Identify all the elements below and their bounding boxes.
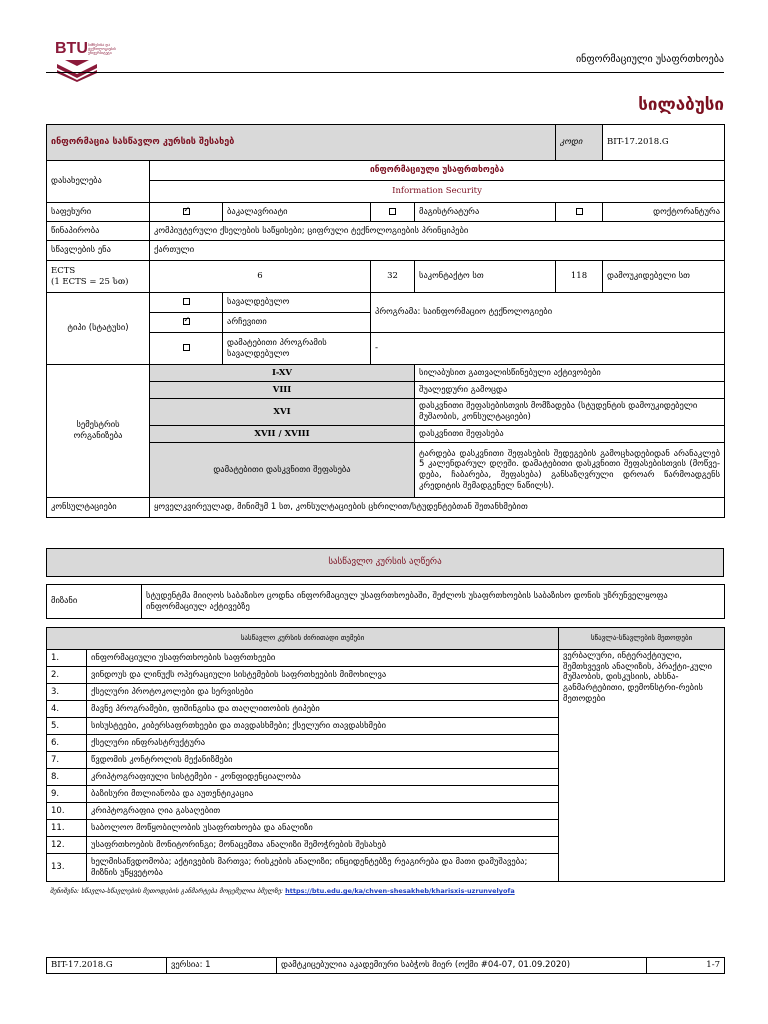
info-section-header: [47, 125, 556, 161]
weeks-4: XVII / XVIII: [150, 426, 415, 443]
weeks-2: VIII: [150, 382, 415, 399]
code-label: კოდი: [556, 125, 603, 161]
ects-label-cell: [47, 261, 150, 293]
level-bachelor-checkbox[interactable]: [150, 203, 223, 222]
topic-number: 10.: [47, 803, 87, 820]
weeks-3-desc: დასკვნითი შეფასებისთვის მომზადება (სტუდენტის დამოუკიდებელი მუშაობის, კონსულტაციები): [415, 399, 725, 426]
topic-text: სისუსტეები, კიბერსაფრთხეები და თავდასხმები; ქსელური თავდასხმები: [87, 718, 559, 735]
description-section-label: სასწავლო კურსის აღწერა: [328, 557, 442, 567]
prereq-label: წინაპირობა: [47, 222, 150, 241]
topics-header: სასწავლო კურსის ძირითადი თემები: [47, 628, 559, 650]
topic-number: 12.: [47, 837, 87, 854]
methods-header: სწავლა-სწავლების მეთოდები: [559, 628, 725, 650]
topic-text: ინფორმაციული უსაფრთხოების საფრთხეები: [87, 650, 559, 667]
lang-label: სწავლების ენა: [47, 241, 150, 261]
consult-label: კონსულტაციები: [47, 498, 150, 518]
type-mandatory-checkbox[interactable]: [150, 293, 223, 313]
topic-text: უსაფრთხოების მონიტორინგი; მონაცემთა ანალიზი შემოჭრების შესახებ: [87, 837, 559, 854]
checkbox-checked-icon: [183, 208, 190, 215]
prereq-value: კომპიუტერული ქსელების საწყისები; ციფრული ტექნოლოგიების პრინციპები: [150, 222, 725, 241]
type-label: ტიპი (სტატუსი): [47, 293, 150, 365]
type-additional-checkbox[interactable]: [150, 333, 223, 365]
logo-small-text: ბიზნესისა და ტექნოლოგიების უნივერსიტეტი: [88, 43, 116, 56]
weeks-3: XVI: [150, 399, 415, 426]
topic-text: ბაზისური მთლიანობა და აუთენტიკაცია: [87, 786, 559, 803]
methods-note: [50, 887, 720, 895]
checkbox-checked-icon: [183, 318, 190, 325]
topic-text: ვინდოუს და ლინუქს ოპერაციული სისტემების საფრთხეების მიმოხილვა: [87, 667, 559, 684]
footer-code: BIT-17.2018.G: [47, 958, 167, 974]
name-ka: ინფორმაციული უსაფრთხოება: [150, 161, 725, 181]
level-master-label: მაგისტრატურა: [415, 203, 556, 222]
topic-text: ქსელური პროტოკოლები და სერვისები: [87, 684, 559, 701]
footer-table: [46, 957, 725, 974]
ects-label: ECTS: [51, 265, 76, 276]
program-text: პროგრამა: საინფორმაციო ტექნოლოგიები: [371, 293, 725, 333]
checkbox-empty-icon: [389, 208, 396, 215]
info-section-label: ინფორმაცია სასწავლო კურსის შესახებ: [51, 136, 235, 147]
methods-text: ვერბალური, ინტერაქტიული, შემთხვევის ანალიზის, პრაქტი-კული მუშაობის, დისკუსიის, ახსნა-განმარტებითი, დემონსტრი-რების მეთოდები: [559, 650, 725, 882]
checkbox-empty-icon: [183, 298, 190, 305]
topic-number: 1.: [47, 650, 87, 667]
level-bachelor-label: ბაკალავრიატი: [223, 203, 371, 222]
ects-note: (1 ECTS = 25 სთ): [51, 276, 129, 287]
name-label: დასახელება: [47, 161, 150, 203]
ects-value: 6: [150, 261, 371, 293]
independent-hours: 118: [556, 261, 603, 293]
consult-value: ყოველკვირეულად, მინიმუმ 1 სთ, კონსულტაციების ცხრილით/სტუდენტებთან შეთანხმებით: [150, 498, 725, 518]
topic-text: ქსელური ინფრასტრუქტურა: [87, 735, 559, 752]
topic-text: მავნე პროგრამები, ფიშინგისა და თაღლითობის ტიპები: [87, 701, 559, 718]
footer-page: 1-7: [647, 958, 725, 974]
topic-number: 13.: [47, 854, 87, 882]
topic-text: კრიპტოგრაფიული სისტემები - კონფიდენციალობა: [87, 769, 559, 786]
topic-number: 8.: [47, 769, 87, 786]
topic-text: წვდომის კონტროლის მექანიზმები: [87, 752, 559, 769]
page-title: სილაბუსი: [638, 95, 724, 115]
independent-label: დამოუკიდებელი სთ: [603, 261, 725, 293]
program-dash: -: [371, 333, 725, 365]
topic-number: 11.: [47, 820, 87, 837]
goal-table: [46, 584, 725, 619]
topic-number: 3.: [47, 684, 87, 701]
topic-number: 6.: [47, 735, 87, 752]
header-rule: [46, 72, 724, 73]
type-additional-label: დამატებითი პროგრამის სავალდებულო: [223, 333, 371, 365]
topics-table: [46, 627, 725, 882]
logo-text: BTU: [55, 40, 88, 57]
footer-approved: დამტკიცებულია აკადემიური საბჭოს მიერ (ოქმი #04-07, 01.09.2020): [277, 958, 647, 974]
note-label: შენიშვნა:: [50, 887, 80, 895]
topic-number: 4.: [47, 701, 87, 718]
type-mandatory-label: სავალდებულო: [223, 293, 371, 313]
goal-value: სტუდენტმა მიიღოს საბაზისო ცოდნა ინფორმაციულ უსაფრთხოებაში, შეძლოს უსაფრთხოების საბაზისო დონის უზრუნველყოფა ინფორმაციულ აქტივებზე: [142, 585, 725, 619]
contact-hours: 32: [371, 261, 415, 293]
weeks-1-desc: სილაბუსით გათვალისწინებული აქტივობები: [415, 365, 725, 382]
additional-exam-desc: ტარდება დასკვნითი შეფასების შედეგების გამოცხადებიდან არანაკლებ 5 კალენდარულ დღეში. დამატებითი დასკვნითი შეფასებისთვის (მოწვე-დება, ჩაბარება, შეფასება) განსაზღვრული დროარ წარმოადგენს კრედიტის შემადგენელ ნაწილს).: [415, 443, 725, 498]
header-course-name: ინფორმაციული უსაფრთხოება: [575, 54, 724, 65]
checkbox-empty-icon: [183, 344, 190, 351]
topic-number: 5.: [47, 718, 87, 735]
logo: [55, 40, 135, 86]
additional-exam-label: დამატებითი დასკვნითი შეფასება: [150, 443, 415, 498]
topic-number: 9.: [47, 786, 87, 803]
code-value: BIT-17.2018.G: [603, 125, 725, 161]
topic-text: კრიპტოგრაფია ღია გასაღებით: [87, 803, 559, 820]
level-label: საფეხური: [47, 203, 150, 222]
logo-emblem-icon: [57, 60, 97, 82]
name-en: Information Security: [150, 181, 725, 203]
checkbox-empty-icon: [576, 208, 583, 215]
weeks-2-desc: შუალედური გამოცდა: [415, 382, 725, 399]
goal-label: მიზანი: [47, 585, 142, 619]
weeks-1: I-XV: [150, 365, 415, 382]
level-doctor-label: დოქტორანტურა: [603, 203, 725, 222]
semester-label: სემესტრის ორგანიზება: [47, 365, 150, 498]
note-text: სწავლა-სწავლების მეთოდების განმარტება მოცემულია ბმულზე:: [81, 887, 284, 895]
note-link[interactable]: https://btu.edu.ge/ka/chven-shesakheb/kharisxis-uzrunvelyofa: [285, 887, 515, 895]
topic-number: 2.: [47, 667, 87, 684]
weeks-4-desc: დასკვნითი შეფასება: [415, 426, 725, 443]
contact-label: საკონტაქტო სთ: [415, 261, 556, 293]
topic-row: [47, 650, 725, 667]
course-info-table: [46, 124, 725, 518]
topic-text: საბოლოო მოწყობილობის უსაფრთხოება და ანალიზი: [87, 820, 559, 837]
type-elective-checkbox[interactable]: [150, 313, 223, 333]
level-doctor-checkbox[interactable]: [556, 203, 603, 222]
lang-value: ქართული: [150, 241, 725, 261]
type-elective-label: არჩევითი: [223, 313, 371, 333]
topic-text: ხელმისაწვდომობა; აქტივების მართვა; რისკების ანალიზი; ინციდენტებზე რეაგირება და მათი დამუშავება; მიზნის უწყვეტობა: [87, 854, 559, 882]
footer-version: ვერსია: 1: [167, 958, 277, 974]
topic-number: 7.: [47, 752, 87, 769]
level-master-checkbox[interactable]: [371, 203, 415, 222]
description-section-header: [46, 548, 724, 577]
